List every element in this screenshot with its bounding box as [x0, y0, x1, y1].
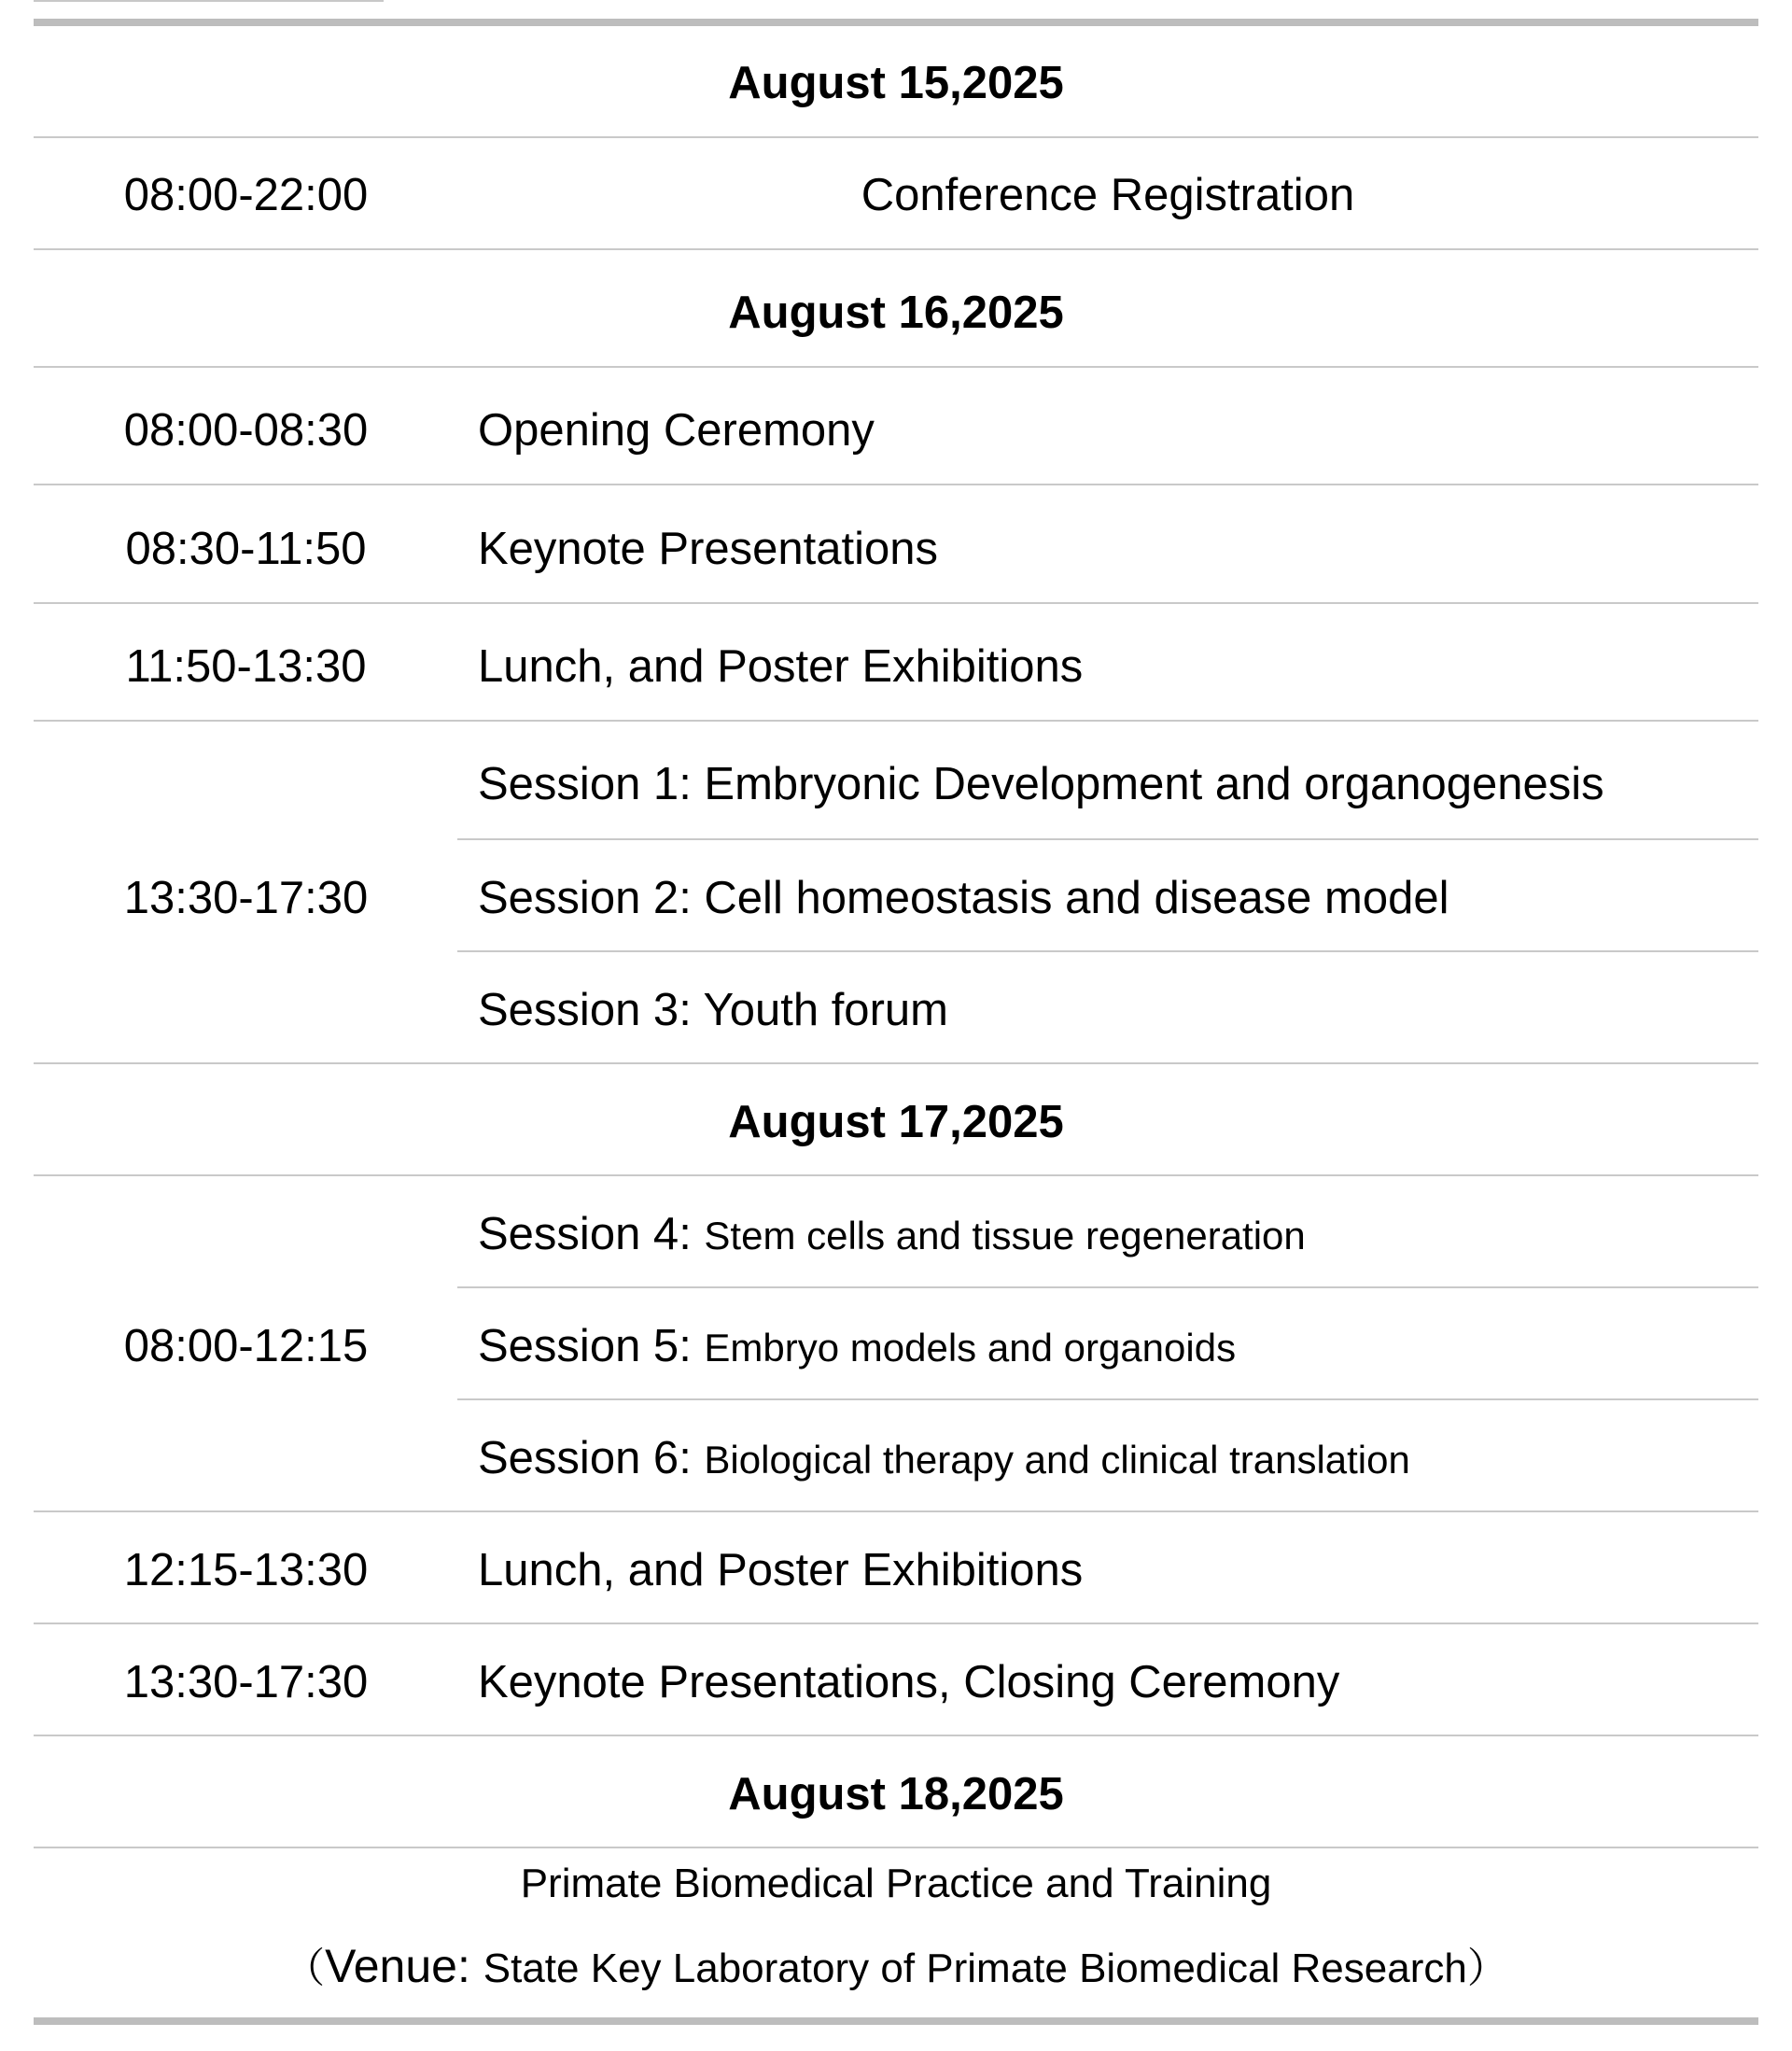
row-time: 08:00-08:30 — [123, 405, 369, 456]
row-divider — [34, 720, 1758, 722]
row-time: 12:15-13:30 — [123, 1545, 369, 1595]
row-time: 11:50-13:30 — [125, 641, 367, 692]
row-divider — [34, 136, 1758, 138]
table-bottom-border — [34, 2017, 1758, 2025]
session-title: Embryo models and organoids — [704, 1326, 1237, 1370]
row-divider — [34, 1623, 1758, 1624]
row-event: Keynote Presentations, Closing Ceremony — [478, 1657, 1340, 1707]
venue-label: Venue: — [325, 1940, 483, 1992]
day-header-3: August 17,2025 — [728, 1097, 1064, 1147]
day-header-2: August 16,2025 — [728, 288, 1064, 338]
session-label: Session 1: — [478, 759, 705, 809]
session-label: Session 5: — [478, 1321, 705, 1371]
row-time: 08:30-11:50 — [125, 524, 367, 574]
top-stub-rule — [34, 0, 384, 2]
session-item — [478, 1206, 1758, 1264]
row-divider — [34, 484, 1758, 485]
day-header-4: August 18,2025 — [728, 1769, 1064, 1819]
training-note: Primate Biomedical Practice and Training — [520, 1861, 1272, 1906]
row-event: Keynote Presentations — [478, 524, 939, 574]
row-event: Conference Registration — [861, 170, 1355, 220]
session-label: Session 3: — [478, 985, 704, 1035]
session-divider — [457, 950, 1758, 952]
open-paren: （ — [284, 1946, 326, 1991]
table-top-border — [34, 19, 1758, 26]
row-divider — [34, 1174, 1758, 1176]
venue-note — [34, 1940, 1758, 1995]
row-time: 08:00-12:15 — [123, 1321, 369, 1371]
session-divider — [457, 1398, 1758, 1400]
session-item — [478, 1430, 1758, 1488]
session-title: Cell homeostasis and disease model — [704, 873, 1449, 923]
close-paren: ） — [1466, 1946, 1508, 1991]
row-event: Lunch, and Poster Exhibitions — [478, 641, 1084, 692]
session-item — [478, 1318, 1758, 1376]
day-header-1: August 15,2025 — [728, 58, 1064, 108]
session-label: Session 2: — [478, 873, 705, 923]
session-label: Session 4: — [478, 1209, 705, 1259]
row-divider — [34, 1510, 1758, 1512]
session-divider — [457, 1286, 1758, 1288]
session-title: Stem cells and tissue regeneration — [704, 1214, 1306, 1257]
session-item — [478, 982, 1758, 1038]
row-divider — [34, 248, 1758, 250]
session-divider — [457, 838, 1758, 840]
row-time: 08:00-22:00 — [123, 170, 369, 220]
row-divider — [34, 602, 1758, 604]
session-item — [478, 870, 1758, 926]
row-time: 13:30-17:30 — [123, 1657, 369, 1707]
session-title: Youth forum — [703, 985, 948, 1035]
row-divider — [34, 366, 1758, 368]
row-event: Lunch, and Poster Exhibitions — [478, 1545, 1084, 1595]
row-divider — [34, 1847, 1758, 1848]
row-divider — [34, 1735, 1758, 1736]
session-title: Biological therapy and clinical translation — [704, 1438, 1410, 1482]
venue-name: State Key Laboratory of Primate Biomedical Research — [483, 1946, 1467, 1991]
session-item — [478, 756, 1758, 812]
row-divider — [34, 1062, 1758, 1064]
row-time: 13:30-17:30 — [123, 873, 369, 923]
session-label: Session 6: — [478, 1433, 705, 1483]
session-title: Embryonic Development and organogenesis — [704, 759, 1604, 809]
row-event: Opening Ceremony — [478, 405, 875, 456]
